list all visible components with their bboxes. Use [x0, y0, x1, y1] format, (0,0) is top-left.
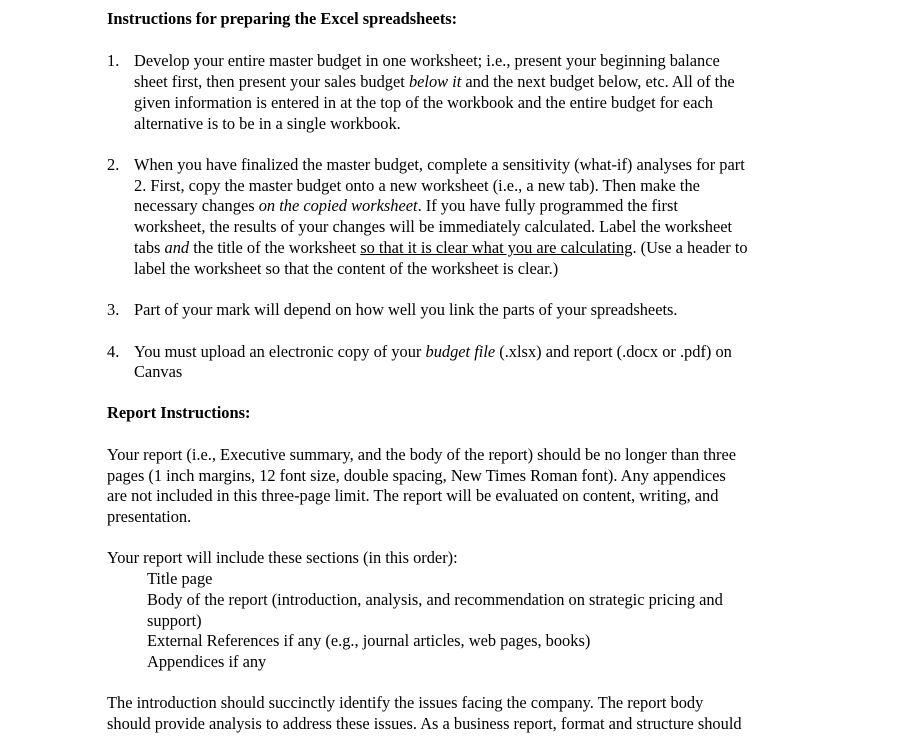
- list-item-text: alternative is to be in a single workbook.: [134, 114, 401, 133]
- list-number: 3.: [107, 300, 120, 319]
- list-item-text: You must upload an electronic copy of your budget file (.xlsx) and report (.docx or .pdf) on: [134, 342, 732, 361]
- list-item-text: worksheet, the results of your changes will be immediately calculated. Label the worksheet: [134, 217, 733, 236]
- list-item-text: When you have finalized the master budget, complete a sensitivity (what-if) analyses for part: [134, 155, 745, 174]
- section-list-item: Body of the report (introduction, analysis, and recommendation on strategic pricing and: [147, 590, 723, 609]
- list-item-text: sheet first, then present your sales budget below it and the next budget below, etc. All of the: [134, 72, 735, 91]
- list-item-text: label the worksheet so that the content of the worksheet is clear.): [134, 259, 559, 278]
- list-number: 1.: [107, 51, 120, 70]
- list-item-text: given information is entered in at the top of the workbook and the entire budget for each: [134, 93, 713, 112]
- paragraph-line: should provide analysis to address these issues. As a business report, format and structure should: [107, 714, 742, 733]
- paragraph-line: pages (1 inch margins, 12 font size, double spacing, New Times Roman font). Any appendices: [107, 466, 726, 485]
- paragraph-line: are not included in this three-page limit. The report will be evaluated on content, writing, and: [107, 486, 719, 505]
- list-item-text: necessary changes on the copied worksheet. If you have fully programmed the first: [134, 196, 678, 215]
- list-item-text: Canvas: [134, 362, 183, 381]
- list-item-text: Part of your mark will depend on how well you link the parts of your spreadsheets.: [134, 300, 678, 319]
- report-instructions-heading: Report Instructions:: [107, 403, 251, 422]
- paragraph-line: Your report (i.e., Executive summary, and the body of the report) should be no longer than three: [107, 445, 737, 464]
- paragraph-line: presentation.: [107, 507, 192, 526]
- section-list-item: Title page: [147, 569, 213, 588]
- list-number: 2.: [107, 155, 120, 174]
- sections-intro: Your report will include these sections (in this order):: [107, 548, 458, 567]
- section-list-item: support): [147, 611, 202, 630]
- section-list-item: Appendices if any: [147, 652, 267, 671]
- list-item-text: 2. First, copy the master budget onto a new worksheet (i.e., a new tab). Then make the: [134, 176, 700, 195]
- list-number: 4.: [107, 342, 120, 361]
- section-list-item: External References if any (e.g., journal articles, web pages, books): [147, 631, 591, 650]
- list-item-text: Develop your entire master budget in one worksheet; i.e., present your beginning balance: [134, 51, 720, 70]
- excel-instructions-heading: Instructions for preparing the Excel spreadsheets:: [107, 9, 458, 28]
- list-item-text: tabs and the title of the worksheet so that it is clear what you are calculating. (Use a header to: [134, 238, 748, 257]
- paragraph-line: The introduction should succinctly identify the issues facing the company. The report body: [107, 693, 704, 712]
